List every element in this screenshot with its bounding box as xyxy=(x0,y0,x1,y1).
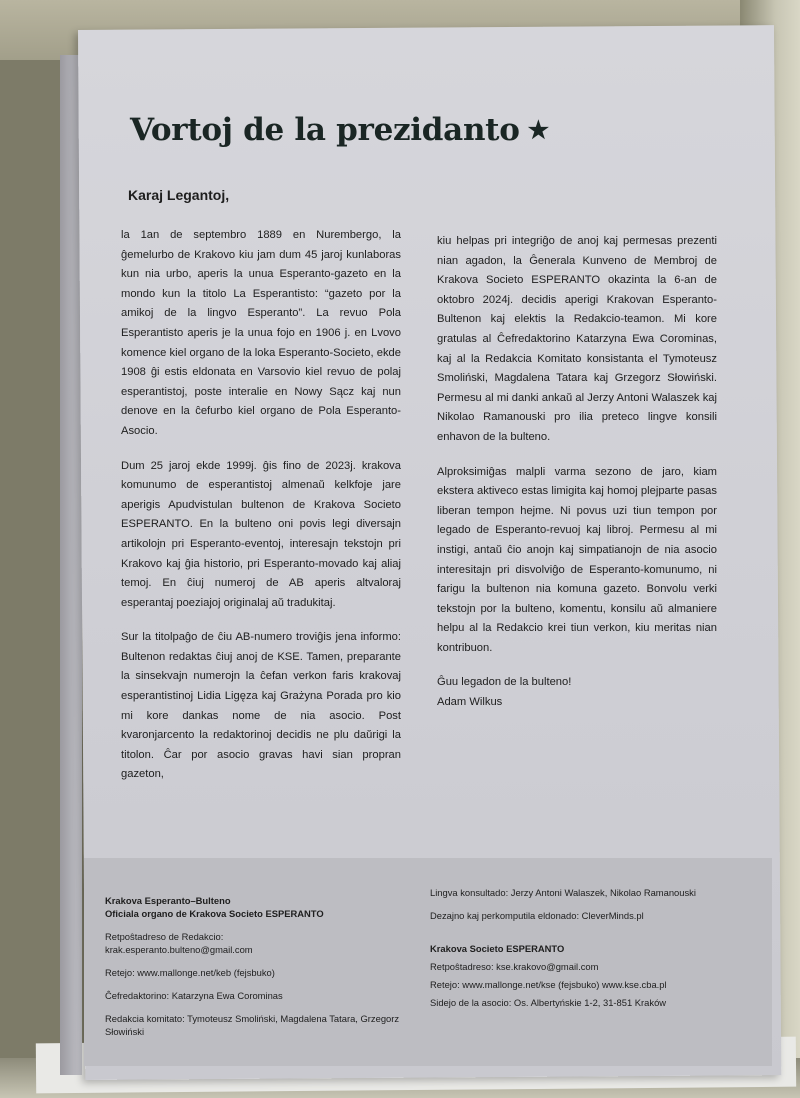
society-email: Retpoŝtadreso: kse.krakovo@gmail.com xyxy=(430,961,599,972)
footer-left xyxy=(105,894,405,1038)
page-title xyxy=(130,112,549,148)
left-column xyxy=(121,226,401,800)
signature-line: Ĝuu legadon de la bulteno! xyxy=(437,676,572,689)
society-address: Sidejo de la asocio: Os. Albertyńskie 1-2, 31-851 Kraków xyxy=(430,997,667,1008)
paragraph: kiu helpas pri integriĝo de anoj kaj permesas prezenti nian agadon, la Ĝenerala Kunveno de Membroj de Krakova Societo ESPERANTO okazinta la 6-an de oktobro 2024j. decidis aperigi Krakovan Esperanto-Bultenon kaj elektis la Redakcio-teamon. Mi kore gratulas al Ĉefredaktorino Katarzyna Ewa Corominas, kaj al la Redakcia Komitato konsistanta el Tymoteusz Smoliński, Magdalena Tatara kaj Grzegorz Słowiński. Permesu al mi danki ankaŭ al Jerzy Antoni Walaszek kaj Nikolao Ramanouski pro ilia preteco lingve konsili enhavon de la bulteno. xyxy=(437,235,717,443)
society-web: Retejo: www.mallonge.net/kse (fejsbuko) www.kse.cba.pl xyxy=(430,979,667,990)
paragraph: Sur la titolpaĝo de ĉiu AB-numero troviĝis jena informo: Bultenon redaktas ĉiuj anoj de KSE. Tamen, preparante la sinsekvajn numerojn la ĉefan verkon faris krakovaj esperantistinoj Lidia Ligęza kaj Grażyna Porada pro kio mi kore dankas nome de nia asocio. Post kvaronjarcento la redaktorinoj decidis ne plu daŭrigi la titolon. Ĉar por asocio gravas havi sian propran gazeton, xyxy=(121,631,401,781)
star-icon: ★ xyxy=(527,115,549,144)
language-consultants: Lingva konsultado: Jerzy Antoni Walaszek, Nikolao Ramanouski xyxy=(430,887,696,898)
greeting: Karaj Legantoj, xyxy=(128,187,230,203)
editorial-email-label: Retpoŝtadreso de Redakcio: xyxy=(105,931,224,942)
bulletin-subtitle: Oficiala organo de Krakova Societo ESPERANTO xyxy=(105,908,324,919)
editorial-committee: Redakcia komitato: Tymoteusz Smoliński, Magdalena Tatara, Grzegorz Słowiński xyxy=(105,1013,400,1037)
right-column xyxy=(437,232,717,713)
bulletin-name: Krakova Esperanto–Bulteno xyxy=(105,895,231,906)
signature xyxy=(437,673,717,712)
design-credit: Dezajno kaj perkomputila eldonado: CleverMinds.pl xyxy=(430,910,644,921)
society-name: Krakova Societo ESPERANTO xyxy=(430,943,565,954)
paragraph: la 1an de septembro 1889 en Nurembergo, la ĝemelurbo de Krakovo kiu jam dum 45 jaroj kunlaboras kun nia urbo, aperis la unua Esperanto-gazeto en la mondo kun la titolo La Esperantisto: “gazeto por la amikoj de la lingvo Esperanto”. La revuo Pola Esperantisto aperis je la unua fojo en 1906 j. en Lvovo komence kiel organo de la loka Esperanto-Societo, ekde 1908 ĝi estis eldonata en Varsovio kiel revuo de polaj esperantistoj, poste interalie en Nowy Sącz kaj nun denove en la ĉefurbo kiel organo de Pola Esperanto-Asocio. xyxy=(121,229,401,437)
footer-right xyxy=(430,886,730,1009)
chief-editor: Ĉefredaktorino: Katarzyna Ewa Corominas xyxy=(105,990,283,1001)
signature-name: Adam Wilkus xyxy=(437,696,503,709)
paragraph: Dum 25 jaroj ekde 1999j. ĝis fino de 2023j. krakova komunumo de esperantistoj almenaŭ kelkfoje jare aperigis Apudvistulan bultenon de Krakova Societo ESPERANTO. En la bulteno oni povis legi diversajn artikolojn pri Esperanto-eventoj, interesajn tekstojn pri Krakovo kaj ĝia historio, pri Esperanto-movado kaj aliaj temoj. En ĉiuj numeroj de AB aperis altvaloraj esperantaj poeziajoj originalaj aŭ tradukitaj. xyxy=(121,459,401,609)
bulletin-web: Retejo: www.mallonge.net/keb (fejsbuko) xyxy=(105,967,275,978)
editorial-email: krak.esperanto.bulteno@gmail.com xyxy=(105,944,253,955)
paragraph: Alproksimiĝas malpli varma sezono de jaro, kiam ekstera aktiveco estas limigita kaj homoj plejparte pasas liberan tempon hejme. Ni povus uzi tiun tempon por legado de Esperanto-revuoj kaj libroj. Permesu al mi instigi, antaŭ ĉio anojn kaj simpatianojn de nia asocio interesitajn pri disvolviĝo de Esperanto-komunumo, ni farigu la bultenon nia komuna gazeto. Bonvolu verki tekstojn por la bulteno, komentu, konsilu aŭ almaniere helpu al la Redakcio krei tiun verkon, kiu meritas nian kontribuon. xyxy=(437,465,717,654)
title-text: Vortoj de la prezidanto xyxy=(130,112,520,148)
